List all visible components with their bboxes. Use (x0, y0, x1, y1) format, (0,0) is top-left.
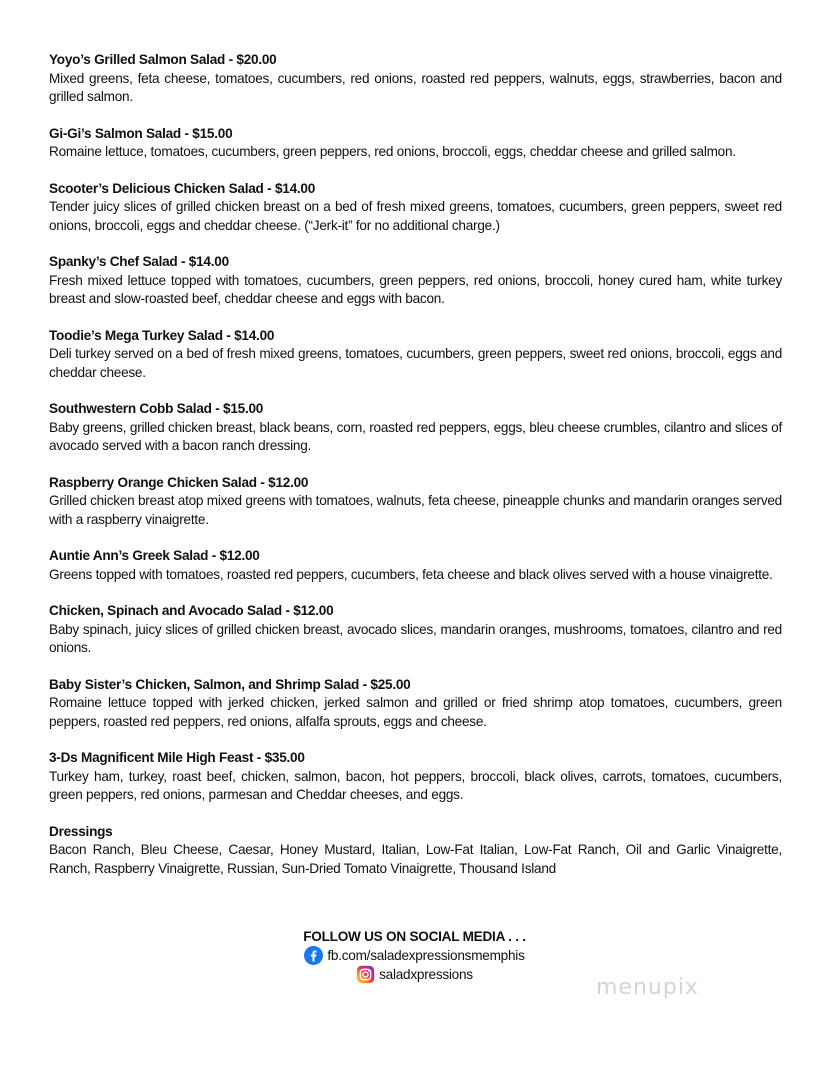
menu-item-title: Raspberry Orange Chicken Salad - $12.00 (49, 474, 309, 490)
menu-item-description: Turkey ham, turkey, roast beef, chicken, salmon, bacon, hot peppers, broccoli, black olives, carrots, tomatoes, cucumbers, green peppers, red onions, parmesan and Cheddar cheeses, and eggs. (49, 768, 782, 802)
menu-item-description: Romaine lettuce topped with jerked chicken, jerked salmon and grilled or fried shrimp atop tomatoes, cucumbers, green peppers, roasted red peppers, red onions, alfalfa sprouts, eggs and cheese. (49, 695, 782, 729)
dressings-list: Bacon Ranch, Bleu Cheese, Caesar, Honey Mustard, Italian, Low-Fat Italian, Low-Fat Ranch, Oil and Garlic Vinaigrette, Ranch, Raspberry Vinaigrette, Russian, Sun-Dried Tomato Vinaigrette, Thousand Island (49, 842, 782, 876)
menu-item-title: Southwestern Cobb Salad - $15.00 (49, 401, 264, 416)
menu-item (49, 125, 782, 162)
menu-item-description: Deli turkey served on a bed of fresh mixed greens, tomatoes, cucumbers, green peppers, sweet red onions, broccoli, eggs and cheddar cheese. (49, 346, 782, 380)
facebook-url[interactable]: fb.com/saladexpressionsmemphis (327, 948, 525, 963)
menu-item-title: Spanky’s Chef Salad - $14.00 (49, 254, 229, 269)
facebook-icon (304, 946, 323, 965)
menu-list (49, 51, 782, 896)
facebook-link[interactable] (0, 946, 829, 965)
menu-item (49, 180, 782, 236)
menu-item (49, 51, 782, 107)
social-heading: FOLLOW US ON SOCIAL MEDIA . . . (303, 929, 526, 944)
instagram-link[interactable] (0, 965, 829, 984)
dressings-section (49, 823, 782, 879)
menu-item-title: Toodie’s Mega Turkey Salad - $14.00 (49, 327, 275, 343)
menu-item-title: 3-Ds Magnificent Mile High Feast - $35.00 (49, 750, 305, 765)
menu-item (49, 602, 782, 658)
menu-item-title: Baby Sister’s Chicken, Salmon, and Shrimp Salad - $25.00 (49, 676, 411, 692)
menu-item (49, 474, 782, 530)
menu-item-description: Romaine lettuce, tomatoes, cucumbers, green peppers, red onions, broccoli, eggs, cheddar cheese and grilled salmon. (49, 144, 736, 159)
dressings-title: Dressings (49, 823, 113, 839)
menu-item-description: Greens topped with tomatoes, roasted red peppers, cucumbers, feta cheese and black olives served with a house vinaigrette. (49, 566, 773, 582)
menu-item (49, 676, 782, 732)
menu-item-description: Grilled chicken breast atop mixed greens with tomatoes, walnuts, feta cheese, pineapple chunks and mandarin oranges served with a raspberry vinaigrette. (49, 493, 782, 527)
menu-item-title: Auntie Ann’s Greek Salad - $12.00 (49, 548, 260, 563)
menu-item-title: Yoyo’s Grilled Salmon Salad - $20.00 (49, 52, 277, 67)
menu-item (49, 547, 782, 584)
instagram-handle[interactable]: saladxpressions (379, 967, 473, 982)
menu-item (49, 327, 782, 383)
menu-item (49, 749, 782, 805)
menu-item (49, 253, 782, 309)
menu-item-title: Scooter’s Delicious Chicken Salad - $14.00 (49, 180, 316, 196)
menu-item-title: Gi-Gi’s Salmon Salad - $15.00 (49, 125, 233, 141)
menu-item-description: Fresh mixed lettuce topped with tomatoes, cucumbers, green peppers, red onions, broccoli, honey cured ham, white turkey breast and slow-roasted beef, cheddar cheese and eggs with bacon. (49, 272, 782, 306)
menu-item-description: Baby spinach, juicy slices of grilled chicken breast, avocado slices, mandarin oranges, mushrooms, tomatoes, cilantro and red onions. (49, 621, 782, 655)
menu-item-description: Mixed greens, feta cheese, tomatoes, cucumbers, red onions, roasted red peppers, walnuts, eggs, strawberries, bacon and grilled salmon. (49, 70, 782, 104)
social-media-section (0, 927, 829, 984)
menu-item (49, 400, 782, 456)
menu-item-title: Chicken, Spinach and Avocado Salad - $12.00 (49, 603, 334, 618)
instagram-icon (356, 965, 375, 984)
menupix-watermark: menupix (596, 975, 699, 1000)
menu-item-description: Tender juicy slices of grilled chicken breast on a bed of fresh mixed greens, tomatoes, cucumbers, green peppers, sweet red onions, broccoli, eggs and cheddar cheese. (“Jerk-it” for no additional charge.) (49, 199, 782, 233)
menu-item-description: Baby greens, grilled chicken breast, black beans, corn, roasted red peppers, eggs, bleu cheese crumbles, cilantro and slices of avocado served with a bacon ranch dressing. (49, 419, 782, 453)
